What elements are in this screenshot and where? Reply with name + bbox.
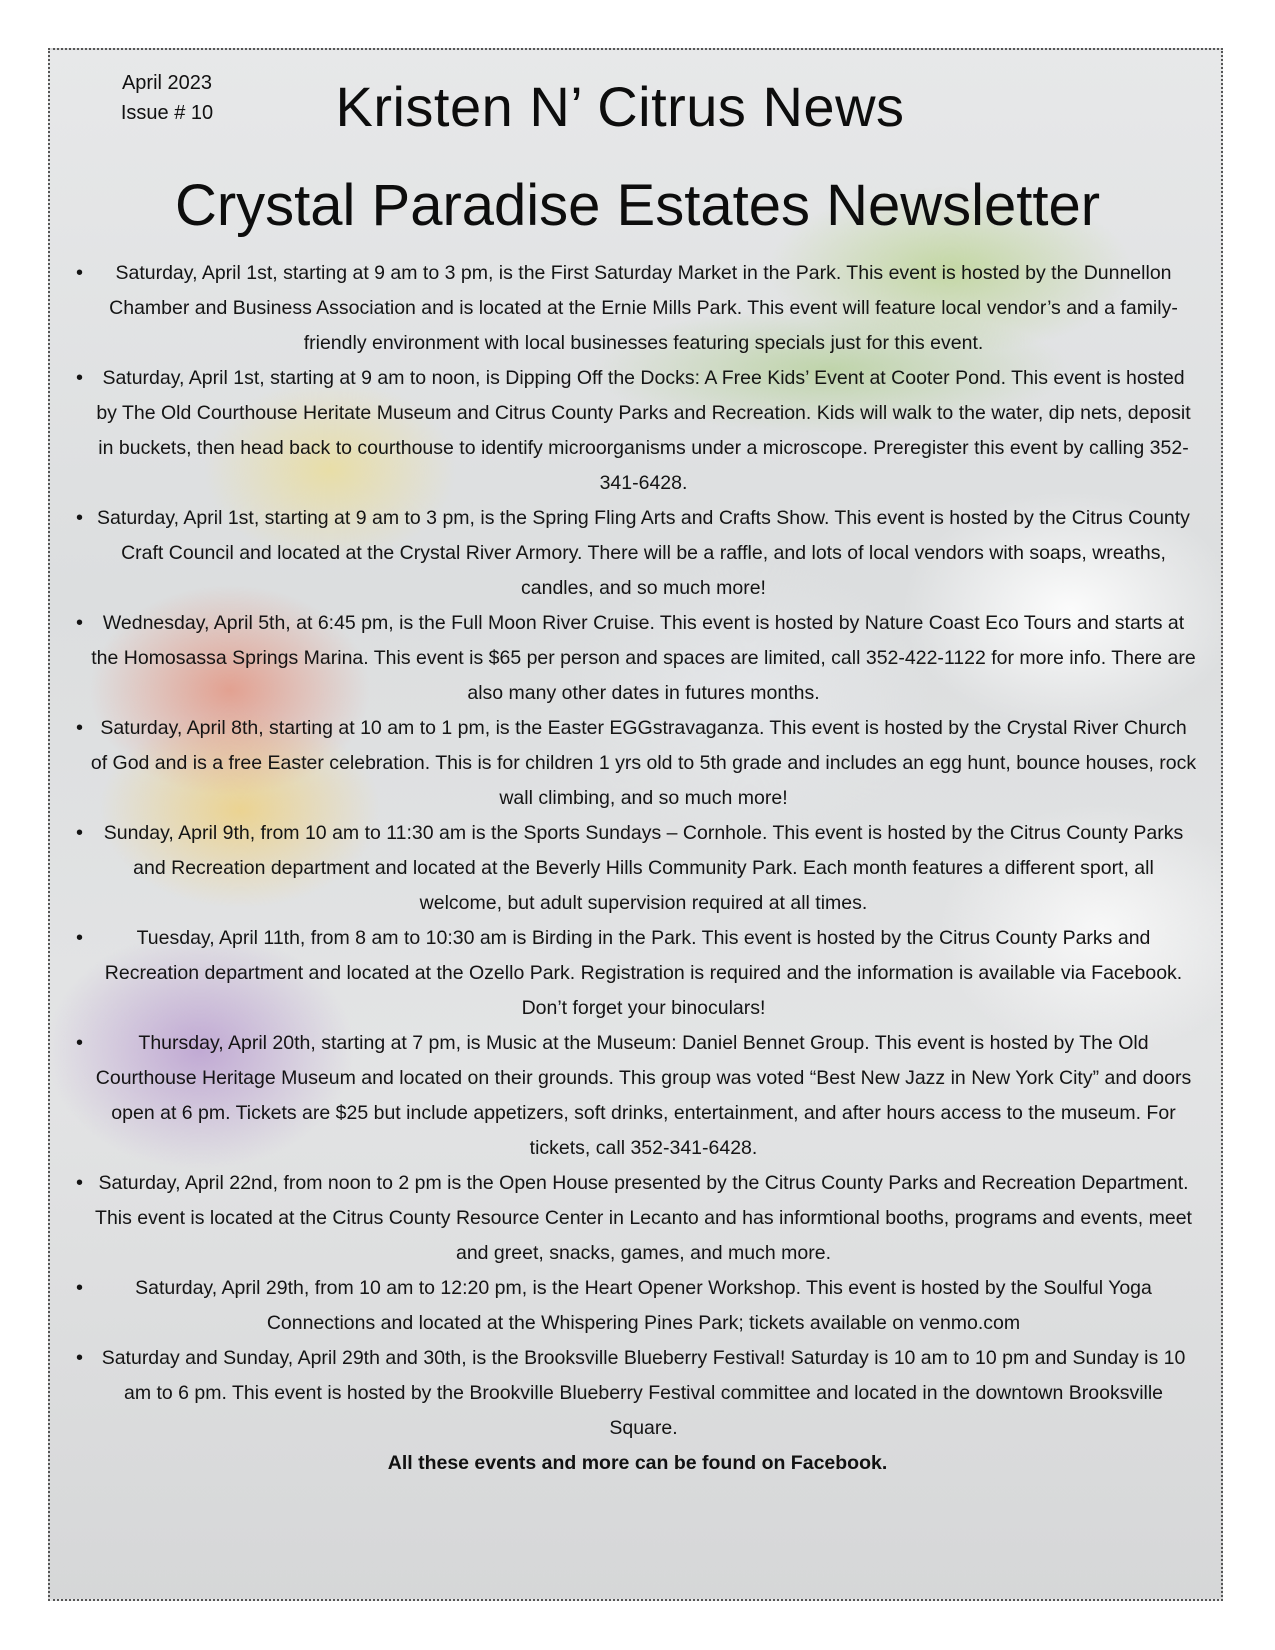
newsletter-subtitle: Crystal Paradise Estates Newsletter <box>174 173 1101 238</box>
event-text: Wednesday, April 5th, at 6:45 pm, is the Full Moon River Cruise. This event is hosted by Nature Coast Eco Tours and starts at the Homosassa Springs Marina. This event is $65 per person and spaces are limited, call 352-422-1122 for more info. There are also many other dates in futures months. <box>91 612 1196 704</box>
issue-date: April 2023 <box>121 72 213 94</box>
bullet-icon: • <box>76 507 84 529</box>
bullet-icon: • <box>76 1172 84 1194</box>
event-item <box>76 256 1197 361</box>
event-item <box>76 606 1197 711</box>
event-text: Saturday, April 1st, starting at 9 am to 3 pm, is the Spring Fling Arts and Crafts Show. This event is hosted by the Citrus County Craft Council and located at the Crystal River Armory. There will be a raffle, and lots of local vendors with soaps, wreaths, candles, and so much more! <box>97 507 1190 599</box>
issue-info <box>112 68 222 128</box>
event-list <box>50 256 1223 1481</box>
bullet-icon: • <box>76 927 84 949</box>
issue-number: Issue # 10 <box>120 102 214 124</box>
bullet-icon: • <box>76 367 84 389</box>
bullet-icon: • <box>76 1032 84 1054</box>
bullet-icon: • <box>76 612 84 634</box>
event-item <box>76 921 1197 1026</box>
event-text: Saturday, April 22nd, from noon to 2 pm is the Open House presented by the Citrus County Parks and Recreation Department. This event is located at the Citrus County Resource Center in Lecanto and has informtional booths, programs and events, meet and greet, snacks, games, and much more. <box>95 1172 1192 1264</box>
event-text: Saturday, April 8th, starting at 10 am to 1 pm, is the Easter EGGstravaganza. This event is hosted by the Crystal River Church of God and is a free Easter celebration. This is for children 1 yrs old to 5th grade and includes an egg hunt, bounce houses, rock wall climbing, and so much more! <box>90 717 1197 809</box>
facebook-note: All these events and more can be found on Facebook. <box>387 1452 888 1474</box>
event-text: Sunday, April 9th, from 10 am to 11:30 am is the Sports Sundays – Cornhole. This event is hosted by the Citrus County Parks and Recreation department and located at the Beverly Hills Community Park. Each month features a different sport, all welcome, but adult supervision required at all times. <box>103 822 1184 914</box>
bullet-icon: • <box>76 822 84 844</box>
event-text: Saturday, April 1st, starting at 9 am to 3 pm, is the First Saturday Market in the Park. This event is hosted by the Dunnellon Chamber and Business Association and is located at the Ernie Mills Park. This event will feature local vendor’s and a family-friendly environment with local businesses featuring specials just for this event. <box>109 262 1178 354</box>
event-text: Saturday, April 29th, from 10 am to 12:20 pm, is the Heart Opener Workshop. This event is hosted by the Soulful Yoga Connections and located at the Whispering Pines Park; tickets available on venmo.com <box>135 1277 1152 1334</box>
event-item <box>76 711 1197 816</box>
event-text: Tuesday, April 11th, from 8 am to 10:30 am is Birding in the Park. This event is hosted by the Citrus County Parks and Recreation department and located at the Ozello Park. Registration is required and the information is available via Facebook. Don’t forget your binoculars! <box>104 927 1183 1019</box>
event-item <box>76 501 1197 606</box>
bullet-icon: • <box>76 262 84 284</box>
event-text: Thursday, April 20th, starting at 7 pm, is Music at the Museum: Daniel Bennet Group. This event is hosted by The Old Courthouse Heritage Museum and located on their grounds. This group was voted “Best New Jazz in New York City” and doors open at 6 pm. Tickets are $25 but include appetizers, soft drinks, entertainment, and after hours access to the museum. For tickets, call 352-341-6428. <box>95 1032 1192 1159</box>
bullet-icon: • <box>76 1347 84 1369</box>
event-item <box>76 1026 1197 1166</box>
bullet-icon: • <box>76 1277 84 1299</box>
newsletter-page <box>48 48 1223 1601</box>
event-item <box>76 816 1197 921</box>
event-item <box>76 1341 1197 1446</box>
event-text: Saturday, April 1st, starting at 9 am to noon, is Dipping Off the Docks: A Free Kids’ Event at Cooter Pond. This event is hosted by The Old Courthouse Heritate Museum and Citrus County Parks and Recreation. Kids will walk to the water, dip nets, deposit in buckets, then head back to courthouse to identify microorganisms under a microscope. Preregister this event by calling 352-341-6428. <box>96 367 1191 494</box>
masthead-title: Kristen N’ Citrus News <box>335 75 905 138</box>
event-item <box>76 361 1197 501</box>
event-text: Saturday and Sunday, April 29th and 30th, is the Brooksville Blueberry Festival! Saturday is 10 am to 10 pm and Sunday is 10 am to 6 pm. This event is hosted by the Brookville Blueberry Festival committee and located in the downtown Brooksville Square. <box>101 1347 1186 1439</box>
event-item <box>76 1271 1197 1341</box>
event-item <box>76 1166 1197 1271</box>
bullet-icon: • <box>76 717 84 739</box>
